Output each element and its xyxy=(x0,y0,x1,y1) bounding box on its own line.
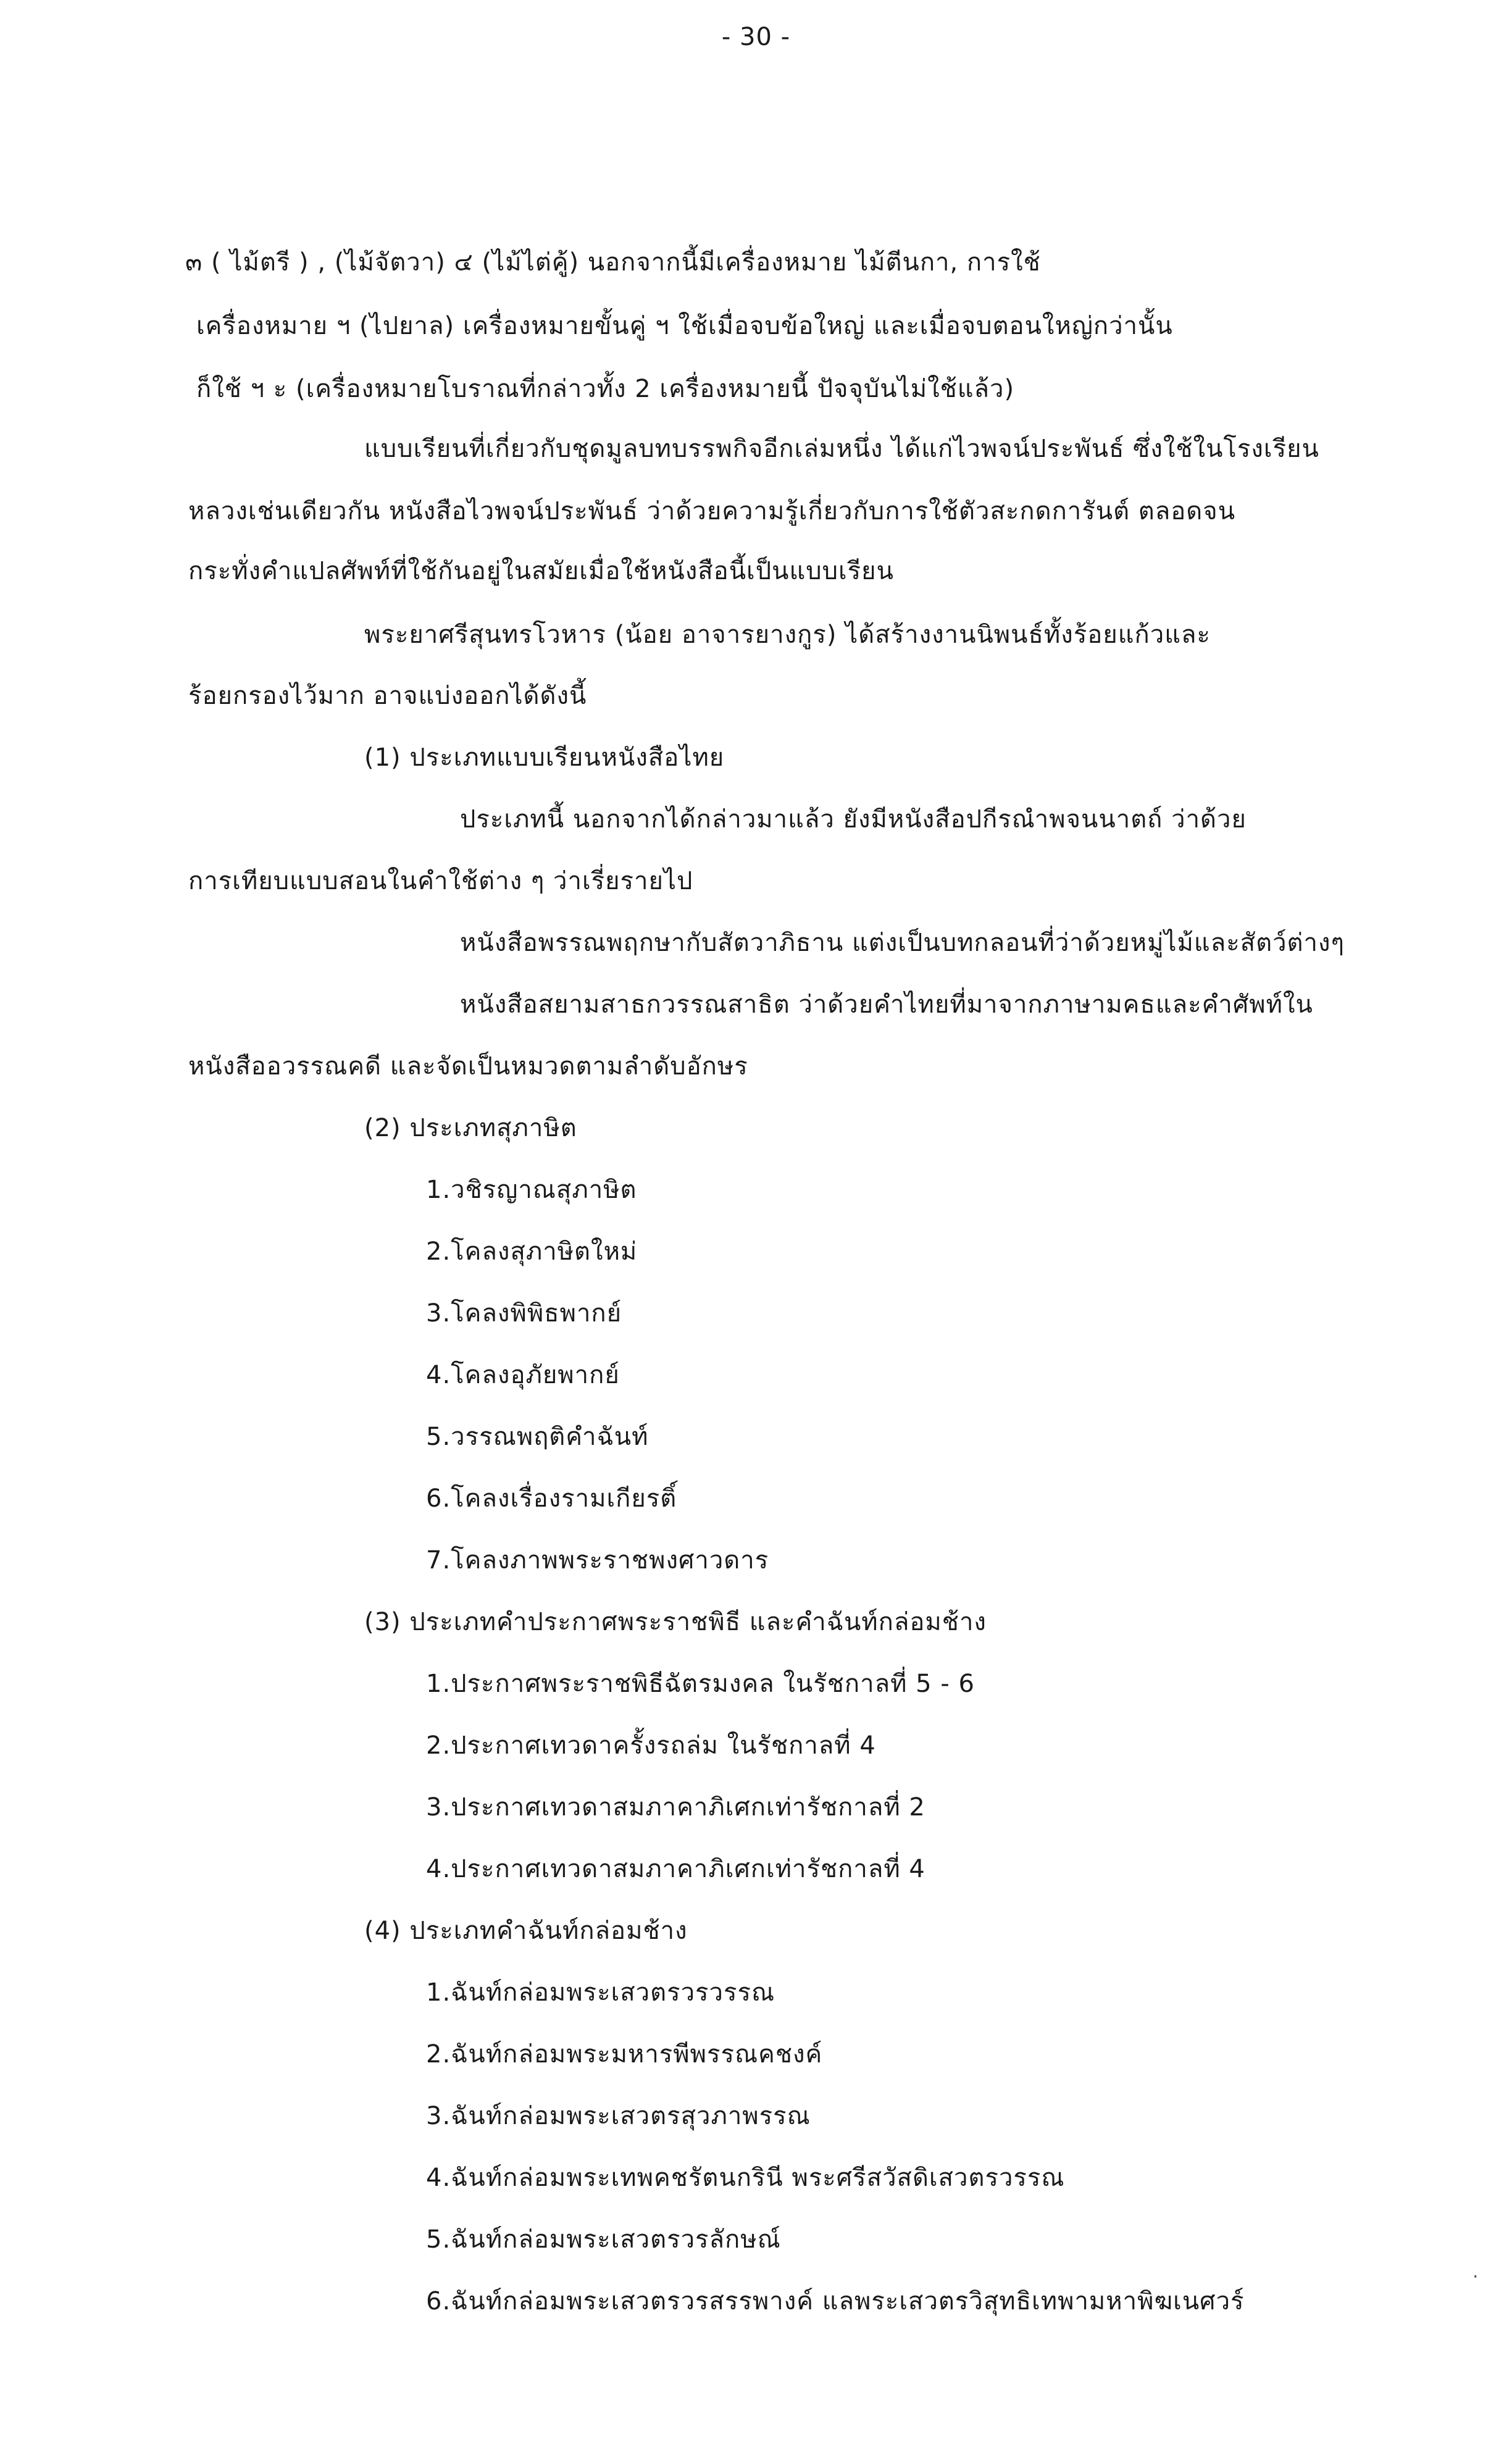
section-heading-1: (1) ประเภทแบบเรียนหนังสือไทย xyxy=(364,743,725,772)
section-1-line-2: การเทียบแบบสอนในคำใช้ต่าง ๆ ว่าเรี่ยรายไป xyxy=(188,867,693,895)
list-item-2-2: 2.โคลงสุภาษิตใหม่ xyxy=(426,1237,638,1266)
section-heading-3: (3) ประเภทคำประกาศพระราชพิธี และคำฉันท์กล่อมช้าง xyxy=(364,1608,987,1636)
section-1-line-5: หนังสืออวรรณคดี และจัดเป็นหมวดตามลำดับอักษร xyxy=(188,1052,748,1081)
paragraph-line-1: ๓ ( ไม้ตรี ) , (ไม้จัตวา) ๔ (ไม้ไต่คู้) นอกจากนี้มีเครื่องหมาย ไม้ตีนกา, การใช้ xyxy=(185,248,1041,277)
list-item-2-4: 4.โคลงอุภัยพากย์ xyxy=(426,1361,620,1389)
paragraph-2-line-3: กระทั่งคำแปลศัพท์ที่ใช้กันอยู่ในสมัยเมื่อใช้หนังสือนี้เป็นแบบเรียน xyxy=(188,557,894,585)
list-item-3-1: 1.ประกาศพระราชพิธีฉัตรมงคล ในรัชกาลที่ 5 - 6 xyxy=(426,1670,975,1698)
paragraph-2-line-1: แบบเรียนที่เกี่ยวกับชุดมูลบทบรรพกิจอีกเล่มหนึ่ง ได้แก่ไวพจน์ประพันธ์ ซึ่งใช้ในโรงเรียน xyxy=(364,435,1319,463)
paragraph-2-line-2: หลวงเช่นเดียวกัน หนังสือไวพจน์ประพันธ์ ว่าด้วยความรู้เกี่ยวกับการใช้ตัวสะกดการันต์ ตลอดจน xyxy=(188,497,1236,525)
section-heading-2: (2) ประเภทสุภาษิต xyxy=(364,1114,577,1142)
paragraph-line-3: ก็ใช้ ฯ ะ (เครื่องหมายโบราณที่กล่าวทั้ง 2 เครื่องหมายนี้ ปัจจุบันไม่ใช้แล้ว) xyxy=(196,375,1015,403)
section-1-line-3: หนังสือพรรณพฤกษากับสัตวาภิธาน แต่งเป็นบทกลอนที่ว่าด้วยหมู่ไม้และสัตว์ต่างๆ xyxy=(460,929,1345,957)
list-item-4-6: 6.ฉันท์กล่อมพระเสวตรวรสรรพางค์ แลพระเสวตรวิสุทธิเทพามหาพิฆเนศวร์ xyxy=(426,2287,1245,2316)
scan-mark: · xyxy=(1472,2266,1479,2288)
list-item-4-3: 3.ฉันท์กล่อมพระเสวตรสุวภาพรรณ xyxy=(426,2102,811,2130)
list-item-2-5: 5.วรรณพฤติคำฉันท์ xyxy=(426,1423,649,1451)
list-item-3-4: 4.ประกาศเทวดาสมภาคาภิเศกเท่ารัชกาลที่ 4 xyxy=(426,1855,925,1883)
list-item-3-3: 3.ประกาศเทวดาสมภาคาภิเศกเท่ารัชกาลที่ 2 xyxy=(426,1793,925,1822)
paragraph-line-2: เครื่องหมาย ฯ (ไปยาล) เครื่องหมายขั้นคู่ ฯ ใช้เมื่อจบข้อใหญ่ และเมื่อจบตอนใหญ่กว่านั้น xyxy=(196,312,1173,340)
list-item-4-4: 4.ฉันท์กล่อมพระเทพคชรัตนกรินี พระศรีสวัสดิเสวตรวรรณ xyxy=(426,2164,1065,2192)
list-item-4-5: 5.ฉันท์กล่อมพระเสวตรวรลักษณ์ xyxy=(426,2225,781,2254)
paragraph-3-line-2: ร้อยกรองไว้มาก อาจแบ่งออกได้ดังนี้ xyxy=(188,682,587,710)
list-item-2-3: 3.โคลงพิพิธพากย์ xyxy=(426,1299,622,1328)
section-1-line-1: ประเภทนี้ นอกจากได้กล่าวมาแล้ว ยังมีหนังสือปกีรณำพจนนาตถ์ ว่าด้วย xyxy=(460,805,1247,834)
list-item-2-6: 6.โคลงเรื่องรามเกียรติ์ xyxy=(426,1484,677,1513)
list-item-3-2: 2.ประกาศเทวดาครั้งรถล่ม ในรัชกาลที่ 4 xyxy=(426,1731,876,1760)
page-number: - 30 - xyxy=(721,23,791,51)
list-item-4-1: 1.ฉันท์กล่อมพระเสวตรวรวรรณ xyxy=(426,1978,775,2007)
section-1-line-4: หนังสือสยามสาธกวรรณสาธิต ว่าด้วยคำไทยที่มาจากภาษามคธและคำศัพท์ใน xyxy=(460,990,1313,1019)
section-heading-4: (4) ประเภทคำฉันท์กล่อมช้าง xyxy=(364,1917,688,1945)
paragraph-3-line-1: พระยาศรีสุนทรโวหาร (น้อย อาจารยางกูร) ได้สร้างงานนิพนธ์ทั้งร้อยแก้วและ xyxy=(364,621,1211,649)
list-item-4-2: 2.ฉันท์กล่อมพระมหารพีพรรณคชงค์ xyxy=(426,2040,823,2069)
list-item-2-7: 7.โคลงภาพพระราชพงศาวดาร xyxy=(426,1546,769,1575)
list-item-2-1: 1.วชิรญาณสุภาษิต xyxy=(426,1176,637,1204)
